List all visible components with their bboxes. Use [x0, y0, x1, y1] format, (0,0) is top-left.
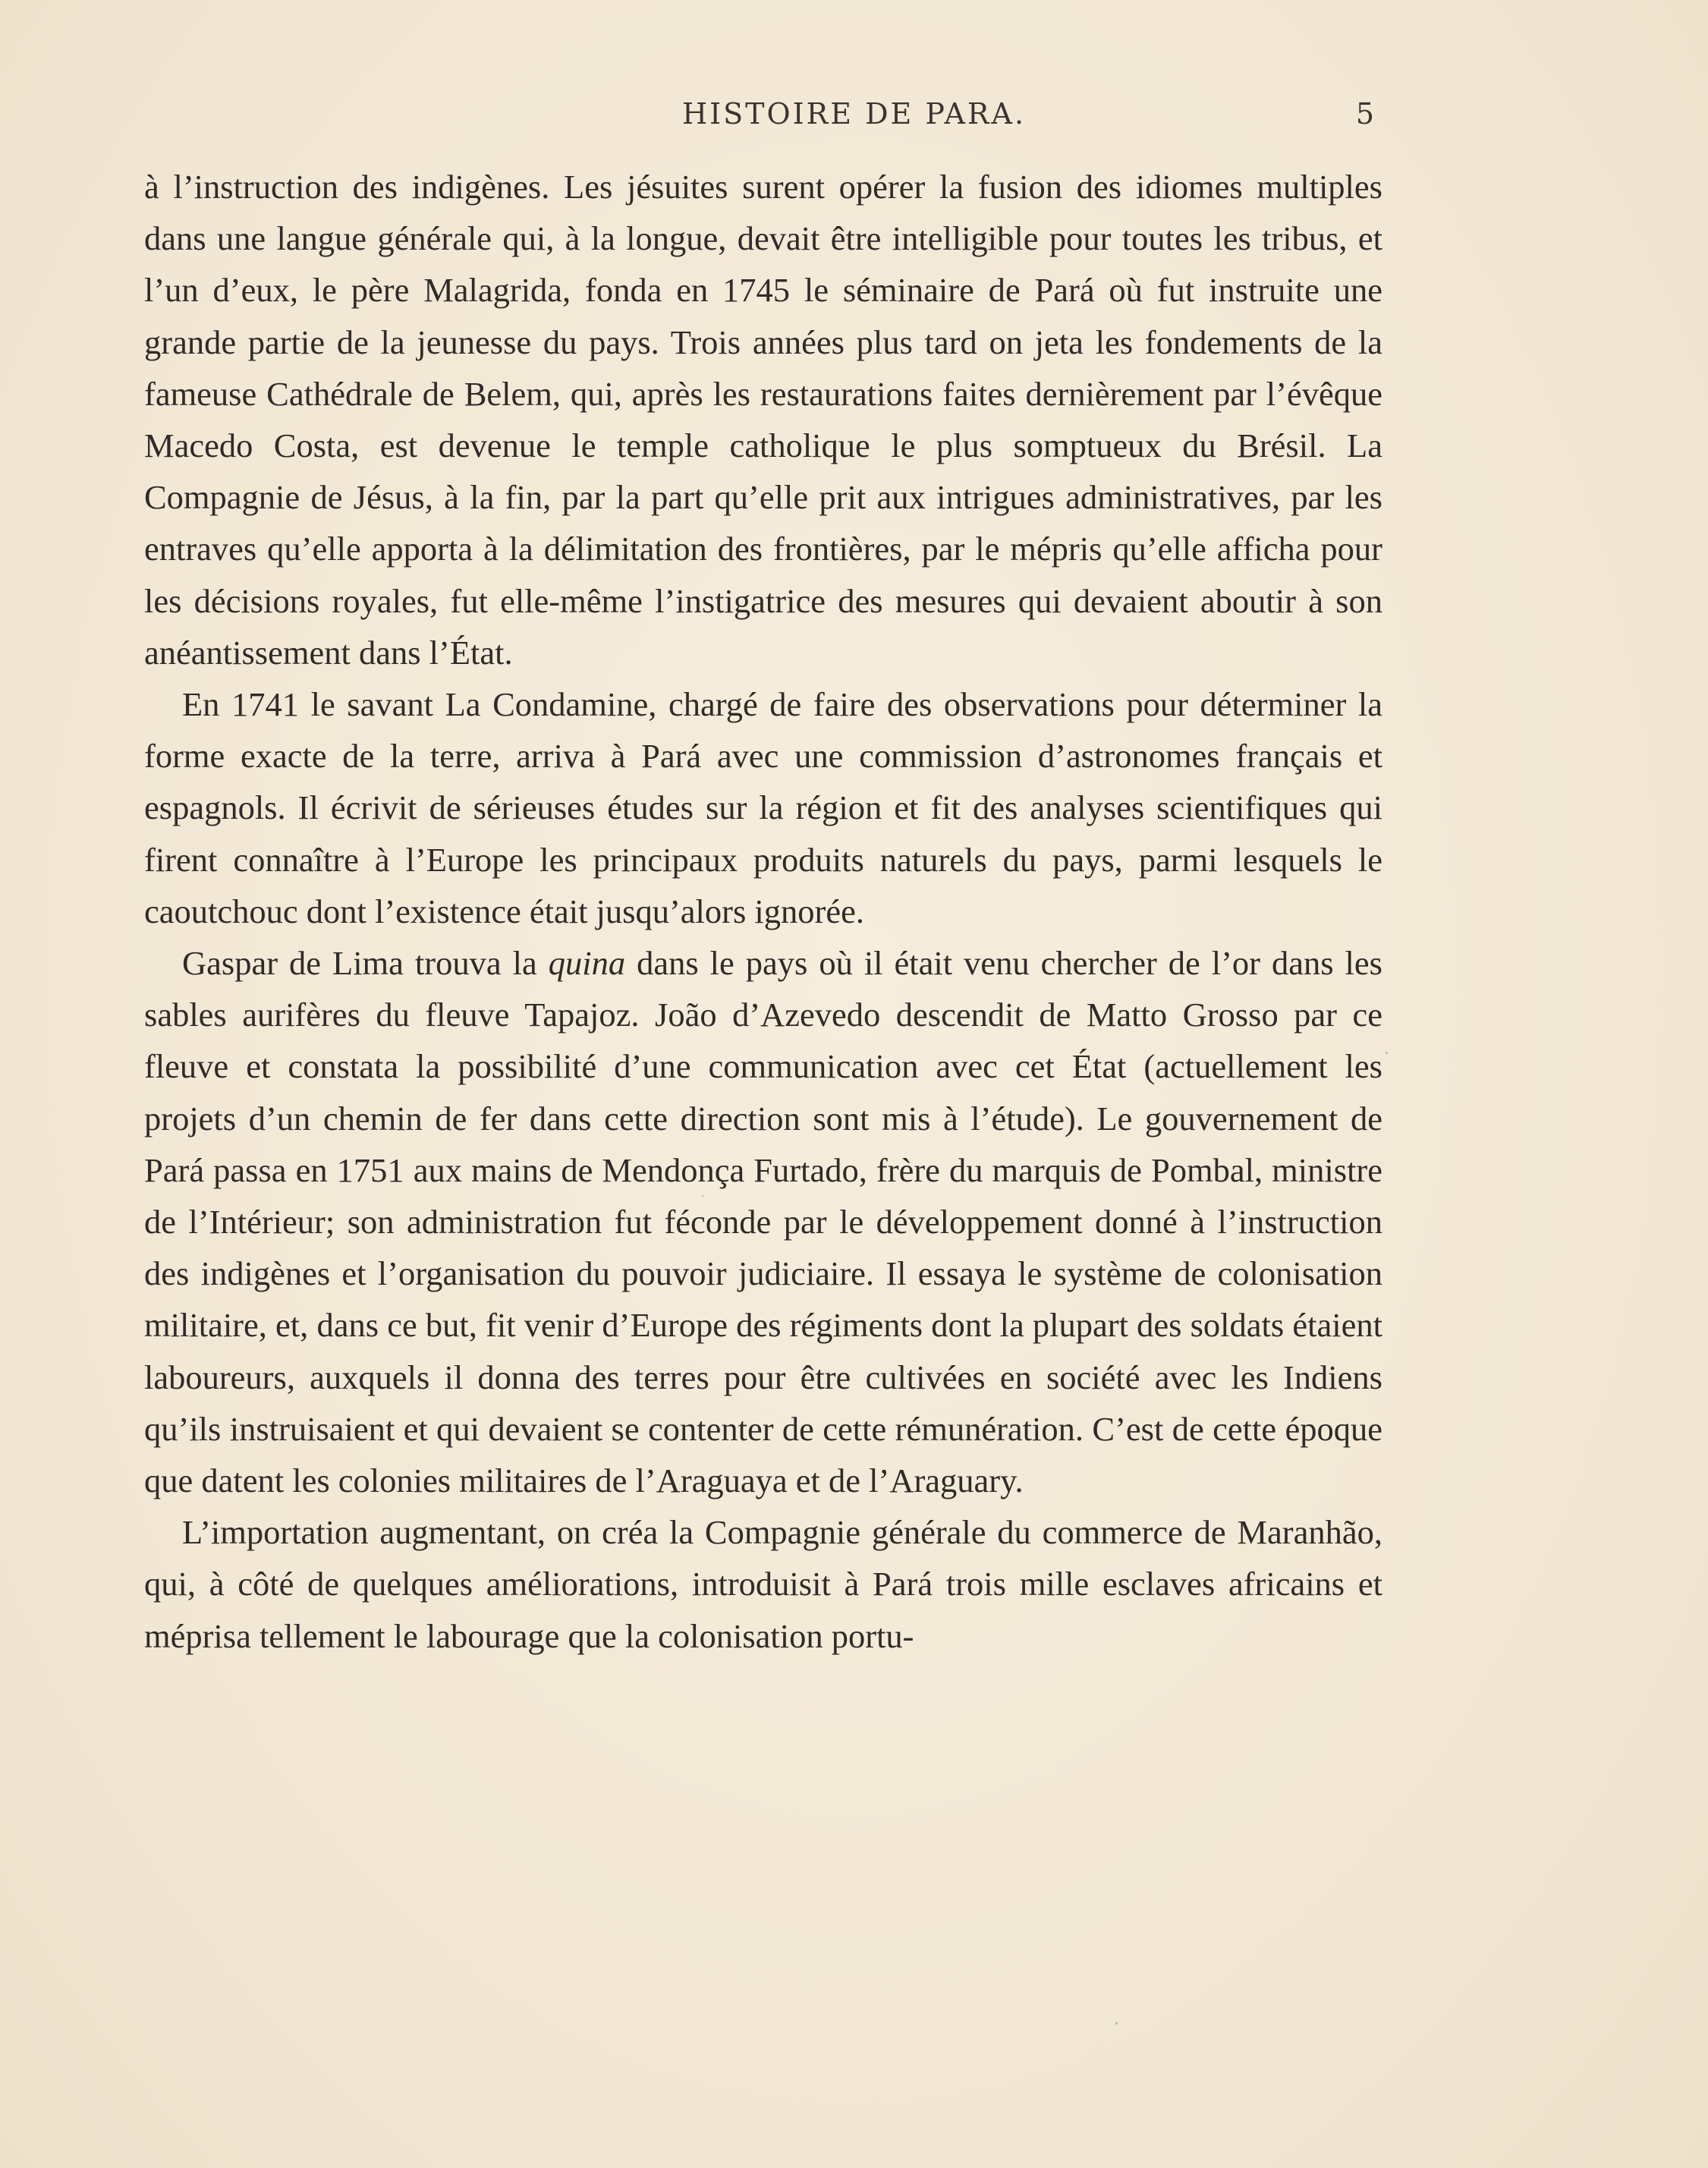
running-head [0, 97, 1708, 146]
paragraph-3 [144, 937, 1382, 1506]
running-title: HISTOIRE DE PARA. [681, 97, 1027, 131]
paragraph-4: L’importation augmentant, on créa la Compagnie générale du commerce de Maranhão, qui, à côté de quelques améliorations, introduisit à Pará trois mille esclaves africains et méprisa tellement le labourage que la colonisation portu- [144, 1513, 1382, 1655]
paper-speck [702, 1195, 704, 1197]
paragraph-2: En 1741 le savant La Condamine, chargé de faire des observations pour déterminer la forme exacte de la terre, arriva à Pará avec une commission d’astronomes français et espagnols. Il écrivit de sérieuses études sur la région et fit des analyses scientifiques qui firent connaître à l’Europe les principaux produits naturels du pays, parmi lesquels le caoutchouc dont l’existence était jusqu’alors ignorée. [144, 685, 1382, 930]
paper-speck [1386, 1052, 1388, 1054]
paragraph-3-start: Gaspar de Lima trouva la [182, 944, 549, 983]
italic-term-quina: quina [548, 944, 626, 983]
paper-speck [1115, 2022, 1118, 2025]
paragraph-3-rest: dans le pays où il était venu chercher de l’or dans les sables aurifères du fleuve Tapajoz. João d’Azevedo descendit de Matto Grosso par ce fleuve et constata la possibilité d’une communication avec cet État (actuellement les projets d’un chemin de fer dans cette direction sont mis à l’étude). Le gouvernement de Pará passa en 1751 aux mains de Mendonça Furtado, frère du marquis de Pombal, ministre de l’Intérieur; son administration fut féconde par le développement donné à l’instruction des indigènes et l’organisation du pouvoir judiciaire. Il essaya le système de colonisation militaire, et, dans ce but, fit venir d’Europe des régiments dont la plupart des soldats étaient laboureurs, auxquels il donna des terres pour être cultivées en société avec les Indiens qu’ils instruisaient et qui devaient se contenter de cette rémunération. C’est de cette époque que datent les colonies militaires de l’Araguaya et de l’Araguary. [144, 944, 1382, 1500]
body-text [144, 161, 1382, 1662]
page-number: 5 [1355, 97, 1374, 131]
paragraph-1: à l’instruction des indigènes. Les jésuites surent opérer la fusion des idiomes multiples dans une langue générale qui, à la longue, devait être intelligible pour toutes les tribus, et l’un d’eux, le père Malagrida, fonda en 1745 le séminaire de Pará où fut instruite une grande partie de la jeunesse du pays. Trois années plus tard on jeta les fondements de la fameuse Cathédrale de Belem, qui, après les restaurations faites dernièrement par l’évêque Macedo Costa, est devenue le temple catholique le plus somptueux du Brésil. La Compagnie de Jésus, à la fin, par la part qu’elle prit aux intrigues administratives, par les entraves qu’elle apporta à la délimitation des frontières, par le mépris qu’elle afficha pour les décisions royales, fut elle-même l’instigatrice des mesures qui devaient aboutir à son anéantissement dans l’État. [144, 168, 1382, 672]
